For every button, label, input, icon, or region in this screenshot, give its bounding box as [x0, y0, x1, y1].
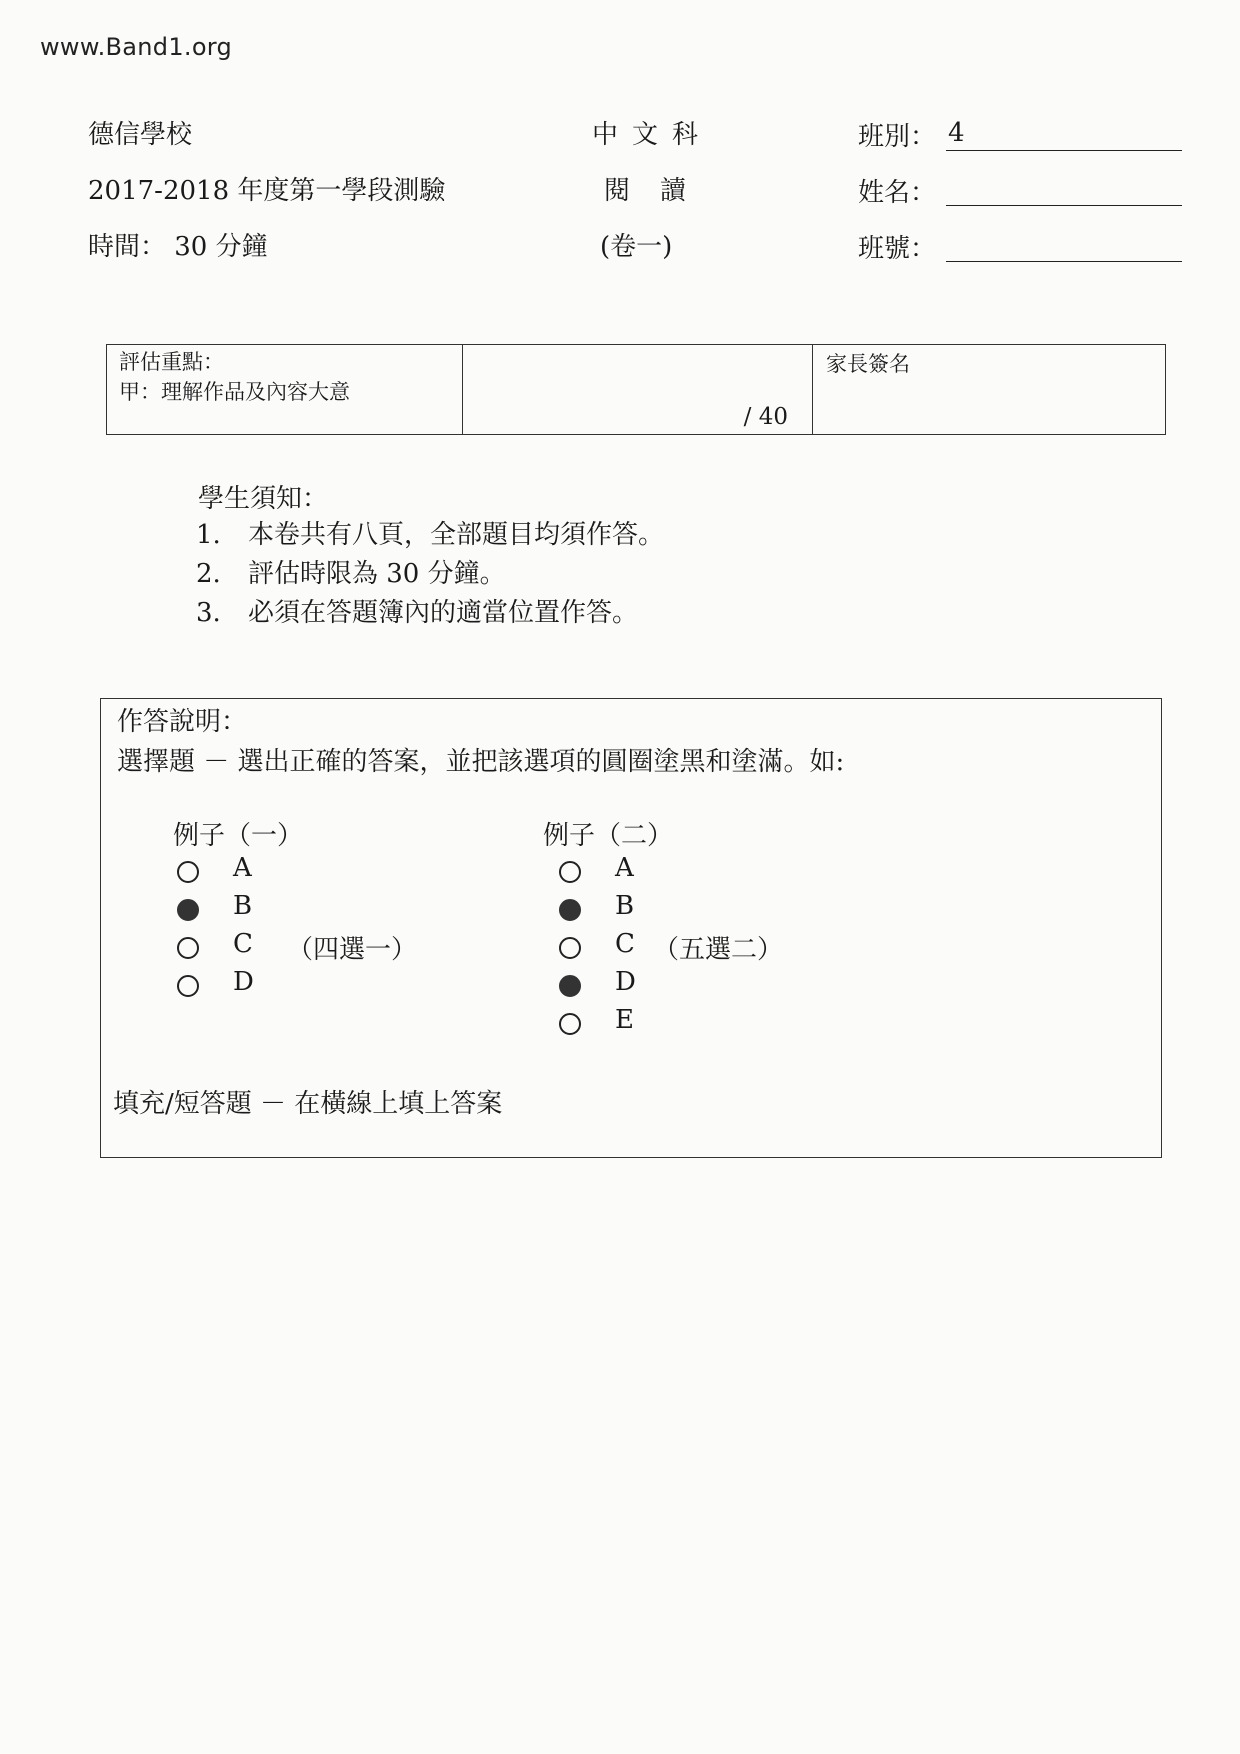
option-d-label: D — [233, 967, 254, 997]
notice-number: 1. — [196, 520, 221, 550]
option-d-bubble[interactable] — [177, 975, 199, 997]
option-e-bubble[interactable] — [559, 1013, 581, 1035]
option-e-label: E — [615, 1005, 634, 1035]
example-two-note: （五選二） — [653, 935, 784, 965]
time-limit: 時間： 30 分鐘 — [88, 232, 268, 262]
option-d-label: D — [615, 967, 636, 997]
example-two-title: 例子（二） — [543, 821, 674, 851]
assessment-table — [106, 344, 1166, 435]
volume-label: (卷一) — [600, 232, 673, 262]
paper-title: 閱讀 — [604, 176, 717, 206]
fill-in-instruction: 填充/短答題 － 在橫線上填上答案 — [113, 1089, 503, 1119]
notice-text: 必須在答題簿內的適當位置作答。 — [248, 598, 639, 628]
notice-number: 3. — [196, 598, 221, 628]
option-b-bubble-filled[interactable] — [559, 899, 581, 921]
notice-item — [196, 592, 638, 629]
parent-signature-cell[interactable] — [812, 345, 1165, 434]
school-name: 德信學校 — [88, 120, 193, 150]
subject-title: 中文科 — [592, 120, 713, 150]
instructions-title: 作答說明： — [117, 707, 248, 737]
notice-item — [196, 514, 664, 551]
term-title: 2017-2018 年度第一學段測驗 — [88, 176, 446, 206]
option-a-label: A — [615, 853, 634, 883]
option-b-label: B — [615, 891, 635, 921]
option-b-bubble-filled[interactable] — [177, 899, 199, 921]
notice-text: 本卷共有八頁，全部題目均須作答。 — [248, 520, 665, 550]
number-label: 班號： — [858, 234, 937, 264]
class-field[interactable]: 4 — [948, 118, 965, 148]
notice-number: 2. — [196, 559, 221, 589]
class-number-field[interactable] — [946, 261, 1182, 262]
option-c-label: C — [615, 929, 635, 959]
notice-title: 學生須知： — [198, 484, 329, 514]
notice-text: 評估時限為 30 分鐘。 — [248, 559, 506, 589]
name-label: 姓名： — [858, 178, 937, 208]
option-a-label: A — [233, 853, 252, 883]
option-b-label: B — [233, 891, 253, 921]
name-field[interactable] — [946, 205, 1182, 206]
parent-signature-label: 家長簽名 — [826, 352, 910, 376]
class-underline — [946, 150, 1182, 151]
score-cell — [462, 345, 813, 434]
example-one-title: 例子（一） — [173, 821, 304, 851]
option-c-label: C — [233, 929, 253, 959]
class-label: 班別： — [858, 122, 937, 152]
example-one-note: （四選一） — [287, 935, 418, 965]
focus-item: 甲：理解作品及內容大意 — [119, 380, 350, 404]
option-d-bubble-filled[interactable] — [559, 975, 581, 997]
option-a-bubble[interactable] — [177, 861, 199, 883]
score-total: / 40 — [743, 404, 788, 430]
multiple-choice-instruction: 選擇題 － 選出正確的答案，並把該選項的圓圈塗黑和塗滿。如: — [117, 747, 845, 777]
option-a-bubble[interactable] — [559, 861, 581, 883]
focus-title: 評估重點： — [119, 350, 224, 374]
focus-cell — [107, 345, 463, 434]
instructions-box — [100, 698, 1162, 1158]
site-watermark: www.Band1.org — [40, 33, 233, 61]
notice-item — [196, 553, 506, 590]
option-c-bubble[interactable] — [559, 937, 581, 959]
option-c-bubble[interactable] — [177, 937, 199, 959]
